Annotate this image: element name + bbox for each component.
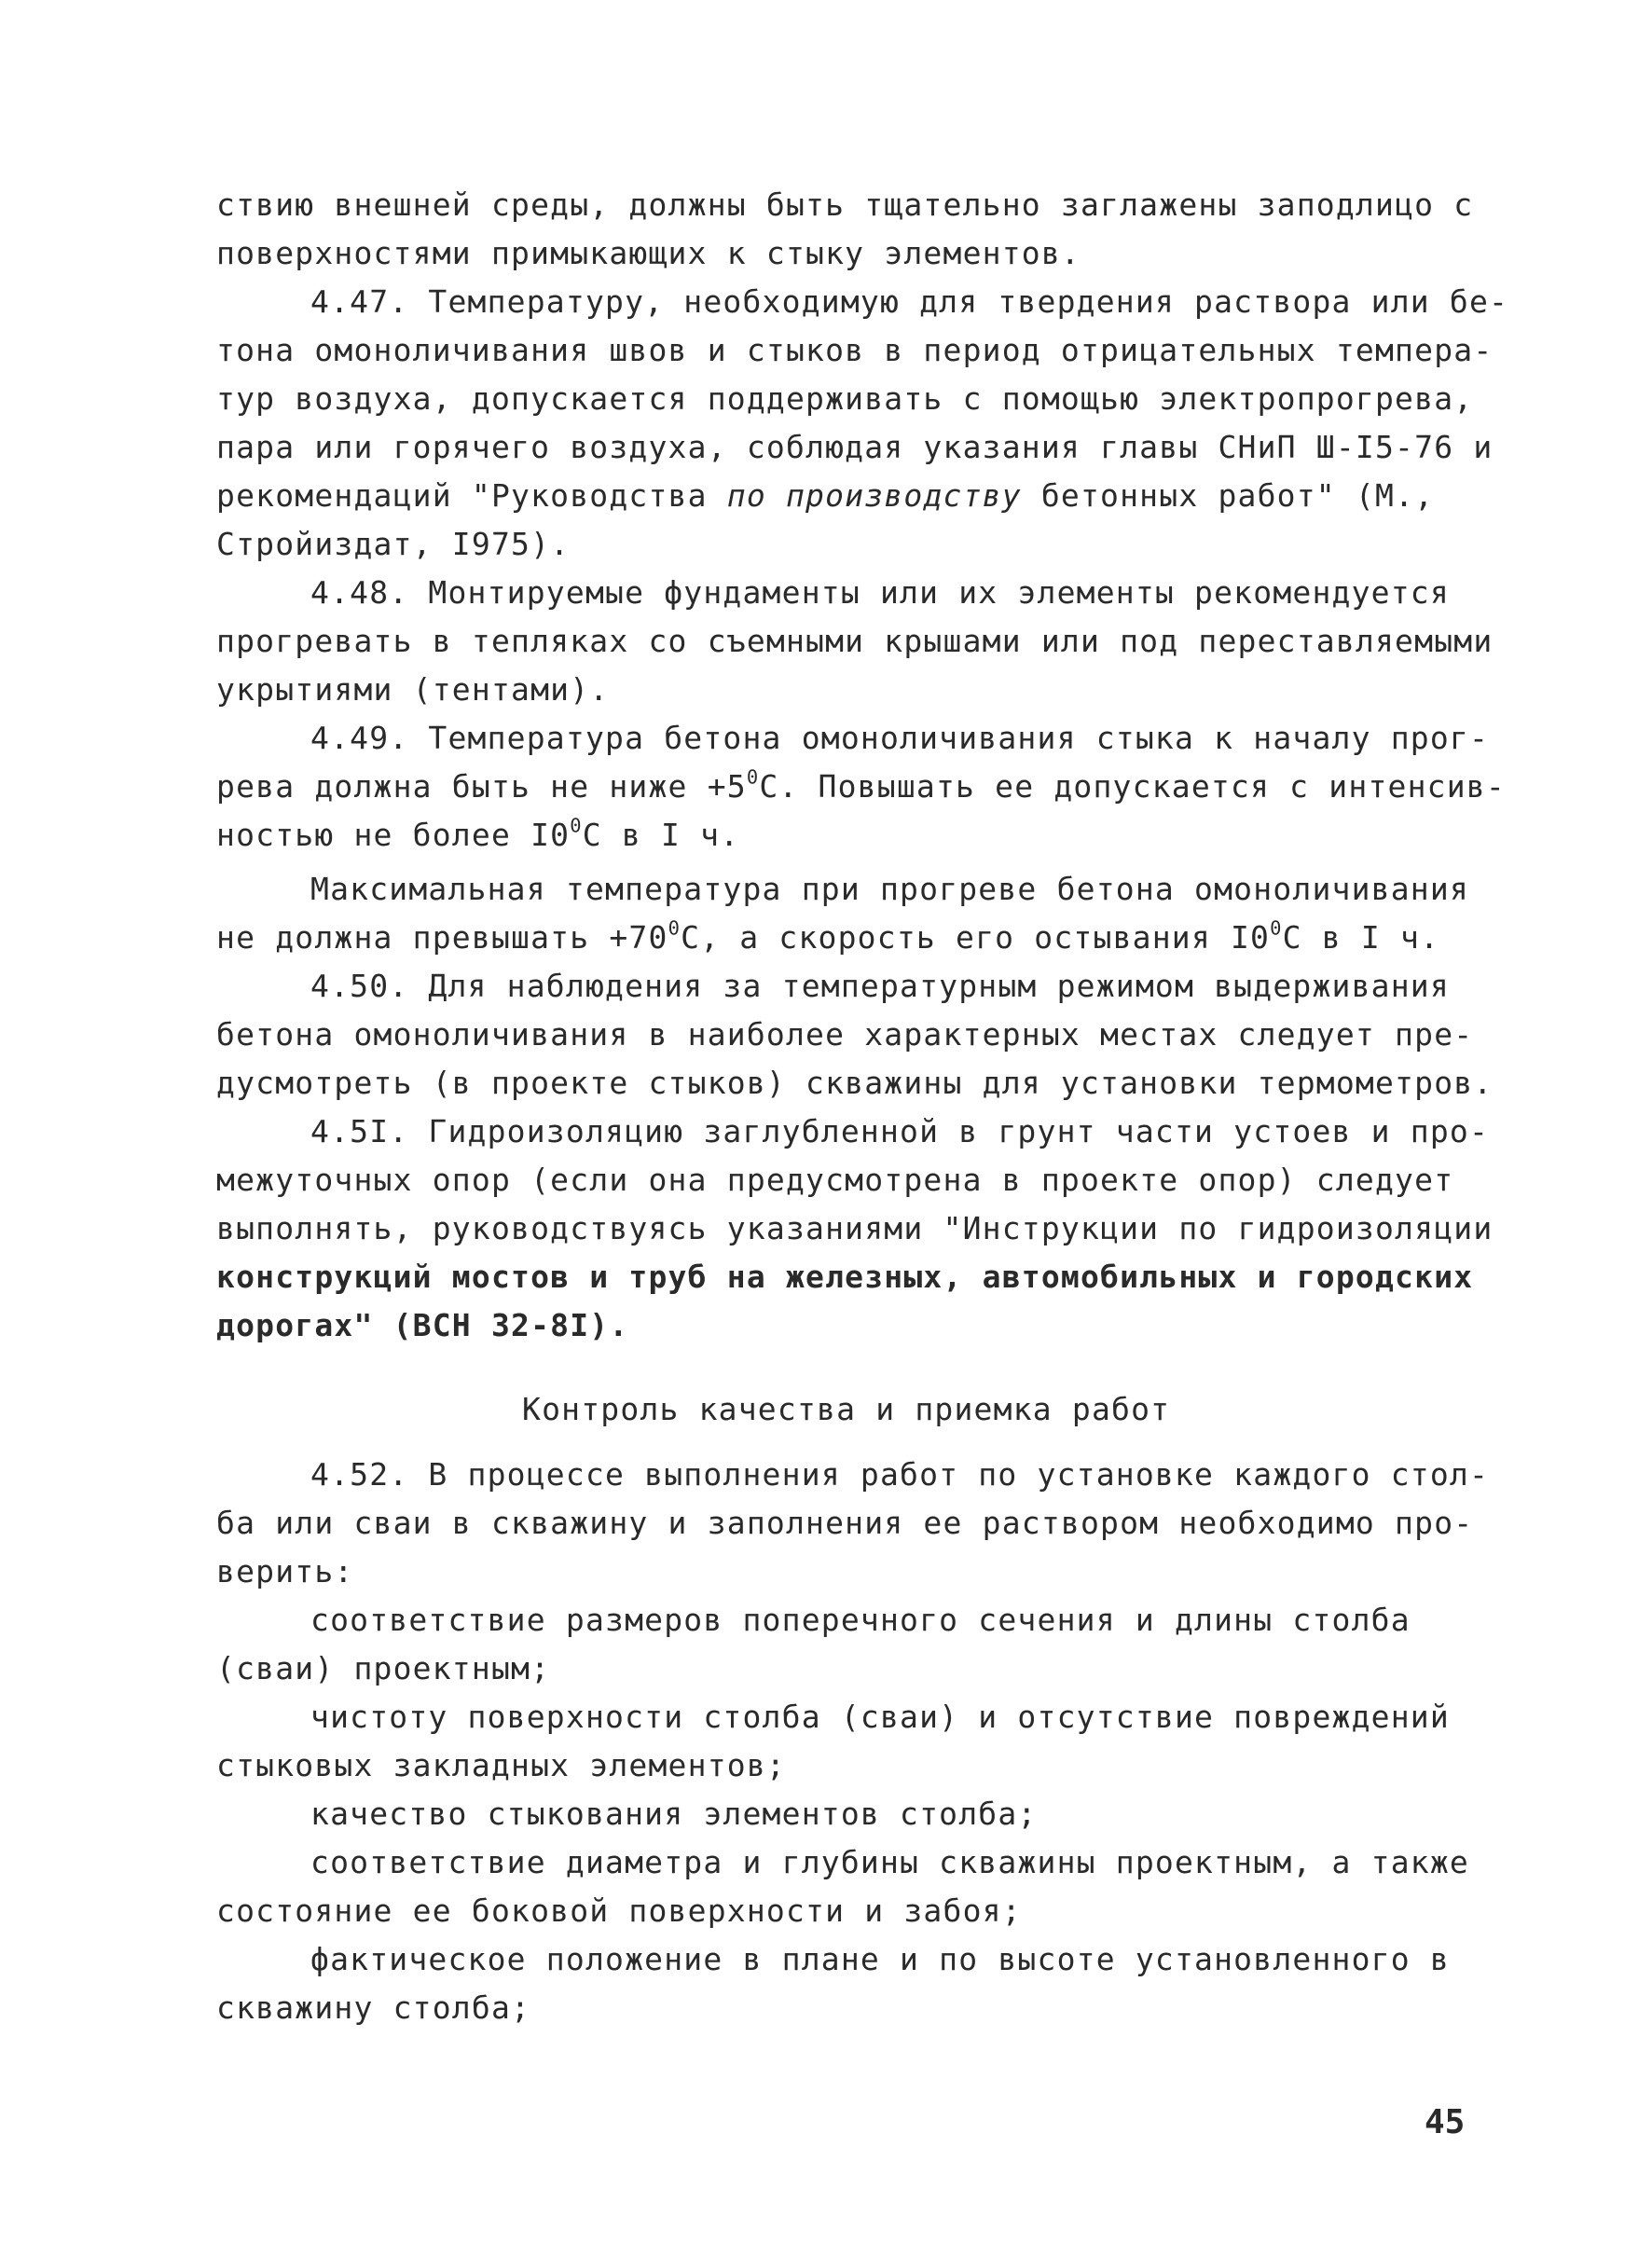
text-span: рекомендаций "Руководства — [216, 477, 727, 514]
page-number: 45 — [1425, 2103, 1466, 2141]
text-line: 4.52. В процессе выполнения работ по установке каждого стол- — [310, 1456, 1490, 1493]
degree-sup: 0 — [668, 916, 681, 940]
list-item: чистоту поверхности столба (сваи) и отсутствие повреждений — [310, 1699, 1450, 1735]
text-line: ствию внешней среды, должны быть тщательно заглажены заподлицо с — [216, 186, 1474, 223]
text-line: 4.47. Температуру, необходимую для твердения раствора или бе- — [310, 283, 1509, 320]
italic-span: по производству — [726, 477, 1022, 514]
text-line: дусмотреть (в проекте стыков) скважины для установки термометров. — [216, 1065, 1494, 1101]
list-item: соответствие размеров поперечного сечения и длины столба — [310, 1602, 1411, 1638]
list-item: фактическое положение в плане и по высоте установленного в — [310, 1941, 1450, 1977]
text-line: пара или горячего воздуха, соблюдая указания главы СНиП Ш-I5-76 и — [216, 429, 1494, 465]
text-line: прогревать в тепляках со съемными крышами или под переставляемыми — [216, 623, 1494, 659]
text-line: бетона омоноличивания в наиболее характерных местах следует пре- — [216, 1016, 1474, 1053]
text-line: верить: — [216, 1553, 354, 1590]
text-line: 4.5I. Гидроизоляцию заглубленной в грунт части устоев и про- — [310, 1113, 1490, 1149]
text-span: рева должна быть не ниже +5 — [216, 768, 747, 805]
text-line: 4.50. Для наблюдения за температурным режимом выдерживания — [310, 968, 1450, 1004]
text-span: С в I ч. — [582, 817, 740, 853]
degree-sup: 0 — [746, 765, 760, 789]
text-line: ба или сваи в скважину и заполнения ее раствором необходимо про- — [216, 1505, 1474, 1541]
text-line — [216, 475, 1434, 516]
text-line: Стройиздат, I975). — [216, 526, 571, 562]
text-span: не должна превышать +70 — [216, 919, 668, 956]
text-line: конструкций мостов и труб на железных, автомобильных и городских — [216, 1259, 1474, 1295]
list-item: состояние ее боковой поверхности и забоя; — [216, 1892, 1022, 1929]
list-item: (сваи) проектным; — [216, 1650, 551, 1686]
text-span: С, а скорость его остывания I0 — [681, 919, 1271, 956]
list-item: соответствие диаметра и глубины скважины проектным, а также — [310, 1844, 1469, 1880]
text-span: С в I ч. — [1282, 919, 1440, 956]
degree-sup: 0 — [1270, 916, 1283, 940]
text-line: 4.48. Монтируемые фундаменты или их элементы рекомендуется — [310, 574, 1450, 611]
text-line: тур воздуха, допускается поддерживать с помощью электропрогрева, — [216, 380, 1474, 417]
list-item: стыковых закладных элементов; — [216, 1747, 786, 1783]
list-item: качество стыкования элементов столба; — [310, 1796, 1038, 1832]
text-span: ностью не более I0 — [216, 817, 571, 853]
text-line: 4.49. Температура бетона омоноличивания стыка к началу прог- — [310, 720, 1490, 756]
text-line: дорогах" (ВСН 32-8I). — [216, 1307, 629, 1343]
list-item: скважину столба; — [216, 1989, 531, 2026]
degree-sup: 0 — [570, 814, 583, 837]
text-line: выполнять, руководствуясь указаниями "Инструкции по гидроизоляции — [216, 1210, 1494, 1246]
text-line: укрытиями (тентами). — [216, 671, 610, 708]
text-line: Максимальная температура при прогреве бетона омоноличивания — [310, 871, 1469, 907]
text-line: межуточных опор (если она предусмотрена в проекте опор) следует — [216, 1162, 1454, 1198]
text-line — [216, 917, 1439, 958]
text-line — [216, 766, 1506, 807]
text-line: поверхностями примыкающих к стыку элементов. — [216, 235, 1081, 271]
text-span: С. Повышать ее допускается с интенсив- — [759, 768, 1506, 805]
section-heading: Контроль качества и приемка работ — [522, 1391, 1171, 1427]
text-line: тона омоноличивания швов и стыков в период отрицательных темпера- — [216, 332, 1494, 368]
text-line — [216, 815, 739, 856]
text-span: бетонных работ" (М., — [1021, 477, 1435, 514]
